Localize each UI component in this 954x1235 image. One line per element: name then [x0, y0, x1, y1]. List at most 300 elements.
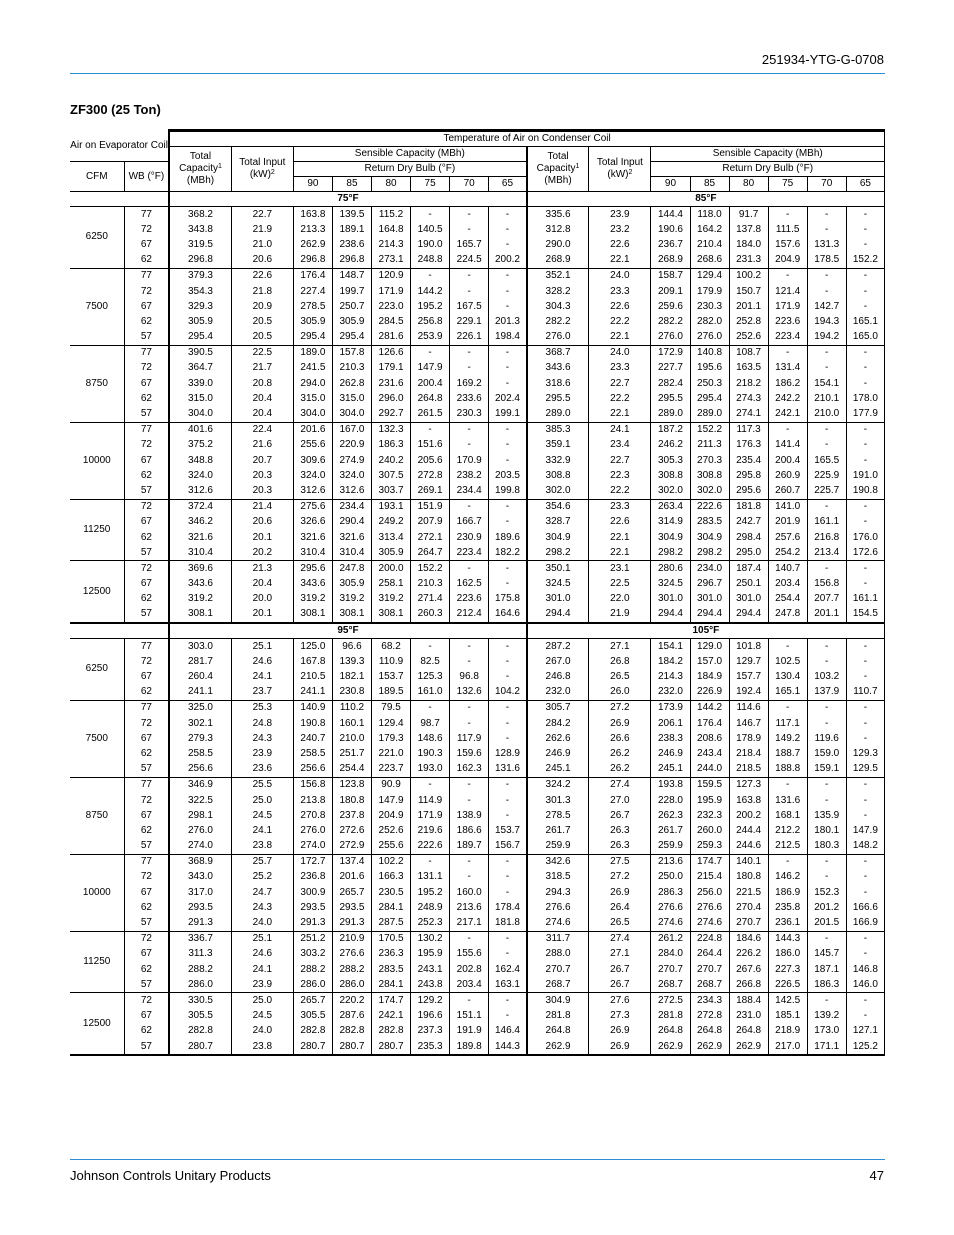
value-cell: 295.4	[690, 391, 729, 406]
table-row	[70, 361, 885, 376]
value-cell: 24.0	[589, 268, 651, 284]
cfm-cell: 10000	[70, 422, 124, 499]
cfm-cell: 11250	[70, 931, 124, 993]
value-cell: 131.6	[768, 793, 807, 808]
value-cell: 321.6	[169, 530, 231, 545]
cfm-cell: 7500	[70, 700, 124, 777]
table-row	[70, 237, 885, 252]
value-cell: 166.7	[450, 515, 489, 530]
wb-header: WB (°F)	[124, 162, 169, 192]
wb-cell: 77	[124, 422, 169, 438]
dry-bulb-col-header: 85	[690, 177, 729, 192]
wb-cell: 67	[124, 669, 169, 684]
value-cell: 280.6	[651, 561, 690, 577]
value-cell: 161.0	[411, 685, 450, 701]
value-cell: 141.0	[768, 499, 807, 515]
value-cell: 244.6	[729, 839, 768, 855]
value-cell: 212.5	[768, 839, 807, 855]
value-cell: 26.9	[589, 1039, 651, 1055]
value-cell: 288.2	[293, 962, 332, 977]
value-cell: 210.5	[293, 669, 332, 684]
value-cell: -	[846, 561, 884, 577]
value-cell: 244.4	[729, 823, 768, 838]
table-row	[70, 314, 885, 329]
value-cell: 274.6	[690, 915, 729, 931]
value-cell: 191.0	[846, 468, 884, 483]
value-cell: 240.7	[293, 731, 332, 746]
value-cell: 294.4	[690, 607, 729, 623]
value-cell: -	[489, 438, 527, 453]
value-cell: 108.7	[729, 345, 768, 361]
value-cell: 20.6	[231, 515, 293, 530]
value-cell: 27.6	[589, 993, 651, 1009]
value-cell: 243.8	[411, 977, 450, 993]
value-cell: 146.2	[768, 870, 807, 885]
value-cell: 180.3	[807, 839, 846, 855]
value-cell: 348.8	[169, 453, 231, 468]
value-cell: 230.3	[690, 299, 729, 314]
value-cell: 283.5	[372, 962, 411, 977]
value-cell: 26.7	[589, 962, 651, 977]
value-cell: 284.5	[372, 314, 411, 329]
value-cell: 254.4	[768, 592, 807, 607]
value-cell: 139.3	[332, 654, 371, 669]
value-cell: -	[768, 345, 807, 361]
table-row	[70, 654, 885, 669]
value-cell: 294.4	[527, 607, 589, 623]
value-cell: 255.6	[372, 839, 411, 855]
value-cell: 270.7	[690, 962, 729, 977]
value-cell: 293.5	[293, 900, 332, 915]
dry-bulb-col-header: 75	[768, 177, 807, 192]
footnote-1: 1	[575, 163, 580, 170]
value-cell: 159.0	[807, 746, 846, 761]
value-cell: 268.9	[651, 253, 690, 269]
value-cell: 22.6	[589, 515, 651, 530]
value-cell: -	[411, 777, 450, 793]
value-cell: 166.6	[846, 900, 884, 915]
value-cell: 207.7	[807, 592, 846, 607]
table-row	[70, 915, 885, 931]
value-cell: 22.3	[589, 468, 651, 483]
value-cell: 190.8	[846, 483, 884, 499]
value-cell: 287.2	[527, 639, 589, 655]
table-row	[70, 777, 885, 793]
value-cell: 180.8	[729, 870, 768, 885]
value-cell: 232.0	[651, 685, 690, 701]
value-cell: -	[489, 207, 527, 223]
value-cell: 274.6	[527, 915, 589, 931]
value-cell: 129.2	[411, 993, 450, 1009]
value-cell: -	[846, 361, 884, 376]
value-cell: -	[450, 438, 489, 453]
value-cell: -	[489, 669, 527, 684]
value-cell: 203.5	[489, 468, 527, 483]
total-input-label: Total Input	[596, 157, 643, 168]
value-cell: 178.9	[729, 731, 768, 746]
value-cell: 319.2	[293, 592, 332, 607]
value-cell: 20.5	[231, 314, 293, 329]
value-cell: 231.6	[372, 376, 411, 391]
total-input-header	[231, 147, 293, 192]
value-cell: 157.7	[729, 669, 768, 684]
value-cell: 148.2	[846, 839, 884, 855]
value-cell: 304.9	[690, 530, 729, 545]
value-cell: 189.6	[489, 530, 527, 545]
value-cell: 301.0	[527, 592, 589, 607]
value-cell: 23.3	[589, 499, 651, 515]
value-cell: 206.1	[651, 716, 690, 731]
value-cell: 272.9	[332, 839, 371, 855]
value-cell: 220.9	[332, 438, 371, 453]
value-cell: 22.7	[589, 376, 651, 391]
value-cell: 24.1	[589, 422, 651, 438]
value-cell: 375.2	[169, 438, 231, 453]
value-cell: 274.3	[729, 391, 768, 406]
value-cell: 262.9	[651, 1039, 690, 1055]
table-row	[70, 870, 885, 885]
value-cell: 196.6	[411, 1009, 450, 1024]
value-cell: 283.5	[690, 515, 729, 530]
table-row	[70, 207, 885, 223]
value-cell: 162.4	[489, 962, 527, 977]
value-cell: 293.5	[332, 900, 371, 915]
value-cell: -	[489, 885, 527, 900]
value-cell: 25.1	[231, 931, 293, 947]
document-number: 251934-YTG-G-0708	[761, 52, 884, 67]
value-cell: -	[807, 716, 846, 731]
value-cell: 151.6	[411, 438, 450, 453]
value-cell: 159.1	[807, 762, 846, 778]
value-cell: 155.6	[450, 947, 489, 962]
value-cell: 252.8	[729, 314, 768, 329]
value-cell: 214.3	[651, 669, 690, 684]
kw-unit: (kW)	[249, 169, 271, 180]
value-cell: 140.5	[411, 222, 450, 237]
value-cell: 163.8	[293, 207, 332, 223]
value-cell: 222.6	[411, 839, 450, 855]
value-cell: 191.9	[450, 1024, 489, 1039]
wb-cell: 67	[124, 731, 169, 746]
value-cell: 262.9	[729, 1039, 768, 1055]
value-cell: 319.2	[372, 592, 411, 607]
value-cell: 156.8	[293, 777, 332, 793]
value-cell: 294.3	[527, 885, 589, 900]
value-cell: -	[489, 947, 527, 962]
total-capacity-header	[169, 147, 231, 192]
table-row	[70, 438, 885, 453]
value-cell: 296.7	[690, 577, 729, 592]
value-cell: 286.0	[332, 977, 371, 993]
table-row	[70, 530, 885, 545]
value-cell: 20.7	[231, 453, 293, 468]
value-cell: 26.8	[589, 654, 651, 669]
value-cell: 274.6	[651, 915, 690, 931]
value-cell: -	[846, 438, 884, 453]
value-cell: 296.0	[372, 391, 411, 406]
value-cell: 229.1	[450, 314, 489, 329]
value-cell: 190.8	[293, 716, 332, 731]
value-cell: 364.7	[169, 361, 231, 376]
value-cell: 173.0	[807, 1024, 846, 1039]
table-row	[70, 253, 885, 269]
total-capacity-label: Total Capacity	[179, 151, 218, 174]
value-cell: 186.9	[768, 885, 807, 900]
value-cell: 26.5	[589, 915, 651, 931]
total-input-label: Total Input	[239, 157, 286, 168]
value-cell: 164.6	[489, 607, 527, 623]
value-cell: 245.1	[527, 762, 589, 778]
value-cell: 193.8	[651, 777, 690, 793]
temperature-row-spacer	[70, 623, 169, 639]
value-cell: 21.9	[231, 222, 293, 237]
value-cell: 20.4	[231, 577, 293, 592]
value-cell: 139.2	[807, 1009, 846, 1024]
dry-bulb-col-header: 85	[332, 177, 371, 192]
value-cell: 153.7	[489, 823, 527, 838]
value-cell: 307.5	[372, 468, 411, 483]
value-cell: 279.3	[169, 731, 231, 746]
value-cell: 343.0	[169, 870, 231, 885]
value-cell: 282.8	[332, 1024, 371, 1039]
value-cell: 126.6	[372, 345, 411, 361]
value-cell: 324.5	[527, 577, 589, 592]
value-cell: 188.7	[768, 746, 807, 761]
value-cell: 246.8	[527, 669, 589, 684]
value-cell: 152.3	[807, 885, 846, 900]
value-cell: -	[489, 422, 527, 438]
value-cell: 238.2	[450, 468, 489, 483]
value-cell: -	[450, 639, 489, 655]
value-cell: 343.6	[293, 577, 332, 592]
wb-cell: 62	[124, 823, 169, 838]
value-cell: -	[807, 207, 846, 223]
dry-bulb-col-header: 90	[293, 177, 332, 192]
value-cell: 25.5	[231, 777, 293, 793]
value-cell: 184.2	[651, 654, 690, 669]
value-cell: -	[489, 345, 527, 361]
value-cell: 262.8	[332, 376, 371, 391]
value-cell: -	[489, 793, 527, 808]
value-cell: 260.4	[169, 669, 231, 684]
wb-cell: 57	[124, 483, 169, 499]
value-cell: -	[450, 654, 489, 669]
value-cell: -	[846, 515, 884, 530]
value-cell: 174.7	[690, 854, 729, 870]
value-cell: 120.9	[372, 268, 411, 284]
value-cell: 270.7	[527, 962, 589, 977]
value-cell: 250.3	[690, 376, 729, 391]
value-cell: 223.6	[768, 314, 807, 329]
wb-cell: 62	[124, 253, 169, 269]
value-cell: 305.3	[651, 453, 690, 468]
value-cell: -	[846, 376, 884, 391]
value-cell: 232.3	[690, 808, 729, 823]
value-cell: 275.6	[293, 499, 332, 515]
value-cell: 346.9	[169, 777, 231, 793]
value-cell: 228.0	[651, 793, 690, 808]
value-cell: 276.6	[651, 900, 690, 915]
value-cell: 20.8	[231, 376, 293, 391]
value-cell: 20.3	[231, 483, 293, 499]
table-row	[70, 499, 885, 515]
value-cell: 26.3	[589, 839, 651, 855]
value-cell: 165.7	[450, 237, 489, 252]
value-cell: 186.2	[768, 376, 807, 391]
value-cell: 304.9	[651, 530, 690, 545]
value-cell: 308.8	[527, 468, 589, 483]
value-cell: 281.6	[372, 330, 411, 346]
wb-cell: 57	[124, 406, 169, 422]
value-cell: 235.4	[729, 453, 768, 468]
value-cell: -	[768, 639, 807, 655]
table-row	[70, 391, 885, 406]
value-cell: 207.9	[411, 515, 450, 530]
value-cell: 161.1	[807, 515, 846, 530]
value-cell: 20.6	[231, 253, 293, 269]
value-cell: 204.9	[768, 253, 807, 269]
table-row	[70, 823, 885, 838]
value-cell: 255.6	[293, 438, 332, 453]
value-cell: 210.3	[332, 361, 371, 376]
wb-cell: 57	[124, 607, 169, 623]
value-cell: 308.1	[372, 607, 411, 623]
dry-bulb-col-header: 75	[411, 177, 450, 192]
value-cell: 288.2	[332, 962, 371, 977]
value-cell: 304.3	[527, 299, 589, 314]
value-cell: 236.1	[768, 915, 807, 931]
value-cell: 21.0	[231, 237, 293, 252]
wb-cell: 62	[124, 592, 169, 607]
value-cell: 151.1	[450, 1009, 489, 1024]
value-cell: -	[489, 561, 527, 577]
value-cell: 172.9	[651, 345, 690, 361]
wb-cell: 62	[124, 900, 169, 915]
value-cell: 276.6	[690, 900, 729, 915]
value-cell: 132.6	[450, 685, 489, 701]
value-cell: 304.9	[527, 530, 589, 545]
air-on-evaporator-header: Air on Evaporator Coil	[70, 131, 169, 162]
wb-cell: 62	[124, 685, 169, 701]
value-cell: 20.4	[231, 391, 293, 406]
value-cell: 390.5	[169, 345, 231, 361]
value-cell: 25.2	[231, 870, 293, 885]
table-row	[70, 716, 885, 731]
value-cell: 23.7	[231, 685, 293, 701]
value-cell: 332.9	[527, 453, 589, 468]
value-cell: -	[846, 222, 884, 237]
value-cell: 256.6	[293, 762, 332, 778]
value-cell: 262.6	[527, 731, 589, 746]
value-cell: 227.3	[768, 962, 807, 977]
value-cell: 343.6	[527, 361, 589, 376]
value-cell: 308.8	[690, 468, 729, 483]
value-cell: -	[489, 268, 527, 284]
value-cell: 236.8	[293, 870, 332, 885]
value-cell: 144.4	[651, 207, 690, 223]
value-cell: 129.4	[372, 716, 411, 731]
table-row	[70, 808, 885, 823]
value-cell: 110.7	[846, 685, 884, 701]
wb-cell: 57	[124, 977, 169, 993]
value-cell: -	[450, 854, 489, 870]
value-cell: 165.5	[807, 453, 846, 468]
value-cell: 23.8	[231, 839, 293, 855]
value-cell: -	[846, 207, 884, 223]
value-cell: -	[450, 700, 489, 716]
value-cell: 350.1	[527, 561, 589, 577]
value-cell: -	[489, 361, 527, 376]
footnote-2: 2	[270, 169, 275, 176]
value-cell: 195.2	[411, 299, 450, 314]
value-cell: 185.1	[768, 1009, 807, 1024]
value-cell: 174.7	[372, 993, 411, 1009]
table-row	[70, 977, 885, 993]
value-cell: 201.1	[729, 299, 768, 314]
value-cell: 194.3	[807, 314, 846, 329]
wb-cell: 62	[124, 746, 169, 761]
value-cell: 148.6	[411, 731, 450, 746]
value-cell: -	[846, 947, 884, 962]
value-cell: 129.7	[729, 654, 768, 669]
value-cell: 104.2	[489, 685, 527, 701]
value-cell: -	[807, 361, 846, 376]
value-cell: 298.2	[651, 545, 690, 561]
value-cell: 290.0	[527, 237, 589, 252]
value-cell: -	[807, 854, 846, 870]
value-cell: 25.0	[231, 993, 293, 1009]
value-cell: 146.0	[846, 977, 884, 993]
value-cell: 190.6	[651, 222, 690, 237]
value-cell: -	[846, 931, 884, 947]
value-cell: 319.5	[169, 237, 231, 252]
value-cell: -	[489, 731, 527, 746]
value-cell: 225.9	[807, 468, 846, 483]
value-cell: 318.5	[527, 870, 589, 885]
value-cell: 294.0	[293, 376, 332, 391]
dry-bulb-col-header: 90	[651, 177, 690, 192]
value-cell: 186.3	[372, 438, 411, 453]
value-cell: 24.1	[231, 962, 293, 977]
value-cell: 218.4	[729, 746, 768, 761]
value-cell: 201.6	[332, 870, 371, 885]
value-cell: 144.2	[411, 284, 450, 299]
table-row	[70, 1039, 885, 1055]
table-row	[70, 947, 885, 962]
value-cell: 352.1	[527, 268, 589, 284]
value-cell: 296.8	[169, 253, 231, 269]
table-row	[70, 746, 885, 761]
value-cell: 286.0	[293, 977, 332, 993]
wb-cell: 72	[124, 654, 169, 669]
value-cell: 257.6	[768, 530, 807, 545]
value-cell: 267.6	[729, 962, 768, 977]
wb-cell: 67	[124, 237, 169, 252]
value-cell: 68.2	[372, 639, 411, 655]
value-cell: 237.8	[332, 808, 371, 823]
value-cell: 223.0	[372, 299, 411, 314]
value-cell: 259.3	[690, 839, 729, 855]
value-cell: -	[846, 422, 884, 438]
value-cell: -	[411, 700, 450, 716]
wb-cell: 77	[124, 700, 169, 716]
wb-cell: 62	[124, 1024, 169, 1039]
value-cell: 199.1	[489, 406, 527, 422]
value-cell: -	[489, 870, 527, 885]
value-cell: 22.4	[231, 422, 293, 438]
value-cell: 235.3	[411, 1039, 450, 1055]
value-cell: 301.0	[690, 592, 729, 607]
